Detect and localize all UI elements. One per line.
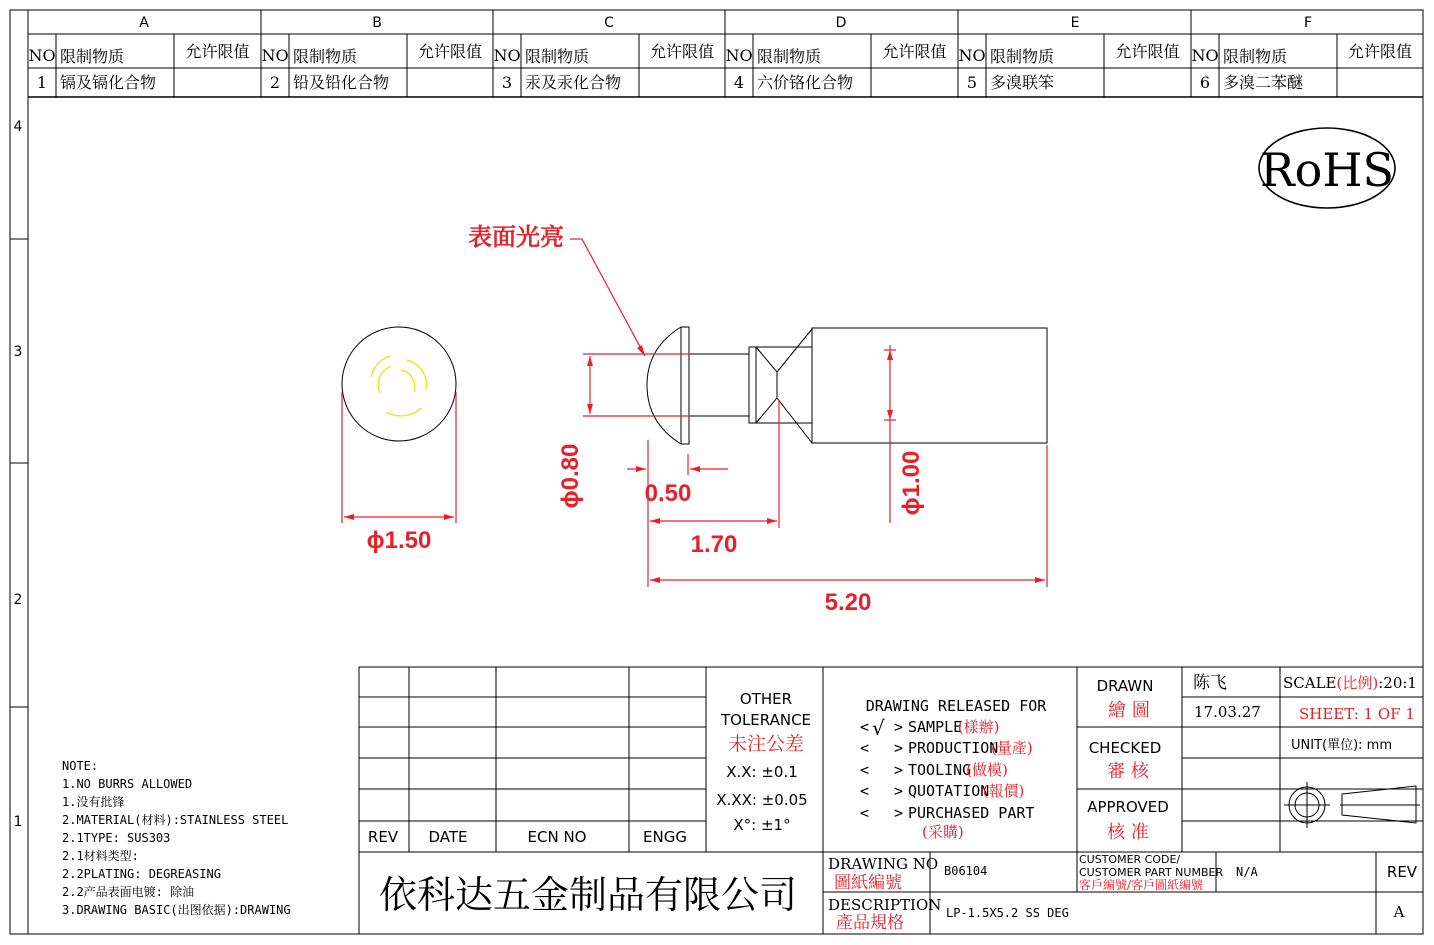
note-line: 2.2产品表面电镀: 除油 xyxy=(62,885,195,899)
zone-column-labels xyxy=(139,15,1312,31)
zone-label: B xyxy=(372,15,382,31)
zone-label: A xyxy=(139,15,149,31)
approved-label: APPROVED xyxy=(1087,798,1169,816)
zone-label: 2 xyxy=(13,592,23,608)
table-header-substance: 限制物质 xyxy=(1223,47,1288,66)
table-cell-substance: 多溴联笨 xyxy=(990,73,1055,92)
note-line: 2.1TYPE: SUS303 xyxy=(62,831,171,845)
table-header-substance: 限制物质 xyxy=(757,47,822,66)
scale-label: SCALE xyxy=(1283,674,1337,692)
zone-label: F xyxy=(1303,15,1313,31)
release-option: PRODUCTION xyxy=(908,739,999,757)
release-option-cn: (采購) xyxy=(922,823,964,841)
release-option-cn: (量產) xyxy=(991,739,1033,757)
table-cell-substance: 汞及汞化合物 xyxy=(525,73,622,92)
drawing-no: B06104 xyxy=(944,864,988,878)
release-bracket-left: < xyxy=(860,718,870,736)
table-header-no: NO xyxy=(261,46,289,65)
table-header-substance: 限制物质 xyxy=(60,47,125,66)
table-header-limit: 允许限值 xyxy=(649,42,715,61)
release-block xyxy=(823,667,1077,852)
release-option: PURCHASED PART xyxy=(908,804,1035,822)
rev-header: REV xyxy=(367,828,399,846)
rohs-text: RoHS xyxy=(1260,143,1394,197)
table-header-no: NO xyxy=(493,46,521,65)
release-option-cn: (做模) xyxy=(966,761,1008,779)
zone-row-labels xyxy=(14,119,23,830)
release-bracket-left: < xyxy=(860,782,870,800)
description: LP-1.5X5.2 SS DEG xyxy=(946,906,1069,920)
zone-label: 4 xyxy=(13,119,23,135)
table-header-limit: 允许限值 xyxy=(185,42,250,61)
table-cell-no: 4 xyxy=(733,73,745,92)
table-cell-no: 3 xyxy=(501,73,513,92)
title-rows xyxy=(359,852,1423,934)
checkmark-icon: √ xyxy=(872,716,885,740)
drawn-label: DRAWN xyxy=(1096,677,1154,695)
note-line: 1.没有批锋 xyxy=(62,795,125,809)
sheet-number: SHEET: 1 OF 1 xyxy=(1299,705,1415,723)
dim-body-diameter: ϕ1.00 xyxy=(898,450,925,516)
engg-header: ENGG xyxy=(643,828,687,846)
table-header-substance: 限制物质 xyxy=(990,47,1055,66)
table-cell-substance: 镉及镉化合物 xyxy=(60,73,157,92)
dim-total-length: 5.20 xyxy=(824,589,872,616)
zone-label: E xyxy=(1070,15,1080,31)
release-bracket-right: > xyxy=(894,782,904,800)
dim-neck-diameter: ϕ0.80 xyxy=(557,443,584,509)
drawing-no-label: DRAWING NO xyxy=(828,855,939,873)
tolerance-line: X.XX: ±0.05 xyxy=(716,791,808,809)
table-header-no: NO xyxy=(725,46,753,65)
dim-head-length: 0.50 xyxy=(644,480,692,507)
dim-pin-length: 1.70 xyxy=(690,531,738,558)
table-header-limit: 允许限值 xyxy=(1347,42,1413,61)
tolerance-block xyxy=(706,667,823,852)
notes xyxy=(62,759,291,917)
table-cell-substance: 多溴二苯醚 xyxy=(1223,73,1304,92)
table-cell-substance: 六价铬化合物 xyxy=(757,73,854,92)
release-bracket-left: < xyxy=(860,761,870,779)
note-line: NOTE: xyxy=(62,759,99,773)
scale-label-cn: (比例) xyxy=(1336,674,1379,692)
note-line: 2.1材料类型: xyxy=(62,849,139,863)
revision-table xyxy=(359,667,706,852)
customer-part-label: CUSTOMER PART NUMBER xyxy=(1079,866,1224,879)
table-header-limit: 允许限值 xyxy=(882,42,947,61)
unit-label-cn: (單位) xyxy=(1322,738,1359,753)
customer-label-cn: 客戶編號/客戶圖紙編號 xyxy=(1079,878,1204,892)
release-bracket-left: < xyxy=(860,804,870,822)
release-bracket-right: > xyxy=(894,739,904,757)
release-bracket-right: > xyxy=(894,761,904,779)
unit-field xyxy=(1291,738,1392,753)
zone-label: 3 xyxy=(13,344,23,360)
release-bracket-right: > xyxy=(894,718,904,736)
company-name: 依科达五金制品有限公司 xyxy=(378,873,798,917)
rohs-mark xyxy=(1259,128,1395,208)
pin-side-view xyxy=(647,327,1047,444)
note-line: 2.MATERIAL(材料):STAINLESS STEEL xyxy=(62,813,289,827)
end-view xyxy=(342,327,456,441)
unit-value: : mm xyxy=(1358,738,1393,753)
note-line: 1.NO BURRS ALLOWED xyxy=(62,777,193,791)
drawn-by: 陈飞 xyxy=(1193,673,1227,693)
table-cell-no: 6 xyxy=(1199,73,1211,92)
customer-value: N/A xyxy=(1236,865,1258,879)
table-header-substance: 限制物质 xyxy=(293,47,358,66)
zone-label: D xyxy=(835,15,847,31)
drawing-no-label-cn: 圖紙編號 xyxy=(834,873,902,893)
release-option: QUOTATION xyxy=(908,782,990,800)
table-header-substance: 限制物质 xyxy=(525,47,590,66)
table-cell-substance: 铅及铅化合物 xyxy=(293,73,390,92)
note-line: 3.DRAWING BASIC(出图依据):DRAWING xyxy=(62,903,291,917)
date-header: DATE xyxy=(428,828,468,846)
ecn-header: ECN NO xyxy=(527,828,587,846)
tolerance-title-cn: 未注公差 xyxy=(727,733,805,755)
scale-value: :20:1 xyxy=(1378,674,1417,692)
restricted-substances-table xyxy=(28,34,1423,97)
note-line: 2.2PLATING: DEGREASING xyxy=(62,867,221,881)
tolerance-title-1: OTHER xyxy=(739,690,793,708)
table-cell-no: 2 xyxy=(269,73,281,92)
table-cell-no: 1 xyxy=(36,73,48,92)
rev-label: REV xyxy=(1386,863,1418,881)
tolerance-line: X°: ±1° xyxy=(733,816,791,834)
unit-label: UNIT xyxy=(1291,738,1323,753)
rev-value: A xyxy=(1393,903,1405,921)
table-cell-no: 5 xyxy=(966,73,978,92)
table-header-limit: 允许限值 xyxy=(417,42,483,61)
approval-block xyxy=(1077,667,1423,852)
release-option: TOOLING xyxy=(908,761,972,779)
release-option: SAMPLE xyxy=(908,718,963,736)
dimensions xyxy=(342,222,1047,616)
zone-label: C xyxy=(604,15,614,31)
description-label: DESCRIPTION xyxy=(828,896,942,914)
release-option-cn: (報價) xyxy=(982,782,1025,800)
surface-callout: 表面光亮 xyxy=(468,222,564,251)
tolerance-title-2: TOLERANCE xyxy=(720,711,812,729)
table-header-no: NO xyxy=(1191,46,1219,65)
customer-code-label: CUSTOMER CODE/ xyxy=(1079,853,1181,866)
checked-label: CHECKED xyxy=(1088,739,1162,757)
zone-label: 1 xyxy=(13,814,23,830)
release-bracket-left: < xyxy=(860,739,870,757)
table-header-no: NO xyxy=(958,46,986,65)
approved-label-cn: 核 准 xyxy=(1107,822,1149,843)
table-header-limit: 允许限值 xyxy=(1115,42,1180,61)
scale-field xyxy=(1283,674,1417,692)
tolerance-line: X.X: ±0.1 xyxy=(726,763,798,781)
release-title: DRAWING RELEASED FOR xyxy=(865,697,1047,715)
checked-label-cn: 審 核 xyxy=(1107,761,1149,782)
drawn-label-cn: 繪 圖 xyxy=(1108,700,1150,721)
release-bracket-right: > xyxy=(894,804,904,822)
dim-head-diameter: ϕ1.50 xyxy=(366,527,432,554)
release-option-cn: (樣辦) xyxy=(957,718,1000,736)
table-header-no: NO xyxy=(28,46,56,65)
description-label-cn: 產品規格 xyxy=(836,913,904,933)
drawn-date: 17.03.27 xyxy=(1194,703,1261,721)
